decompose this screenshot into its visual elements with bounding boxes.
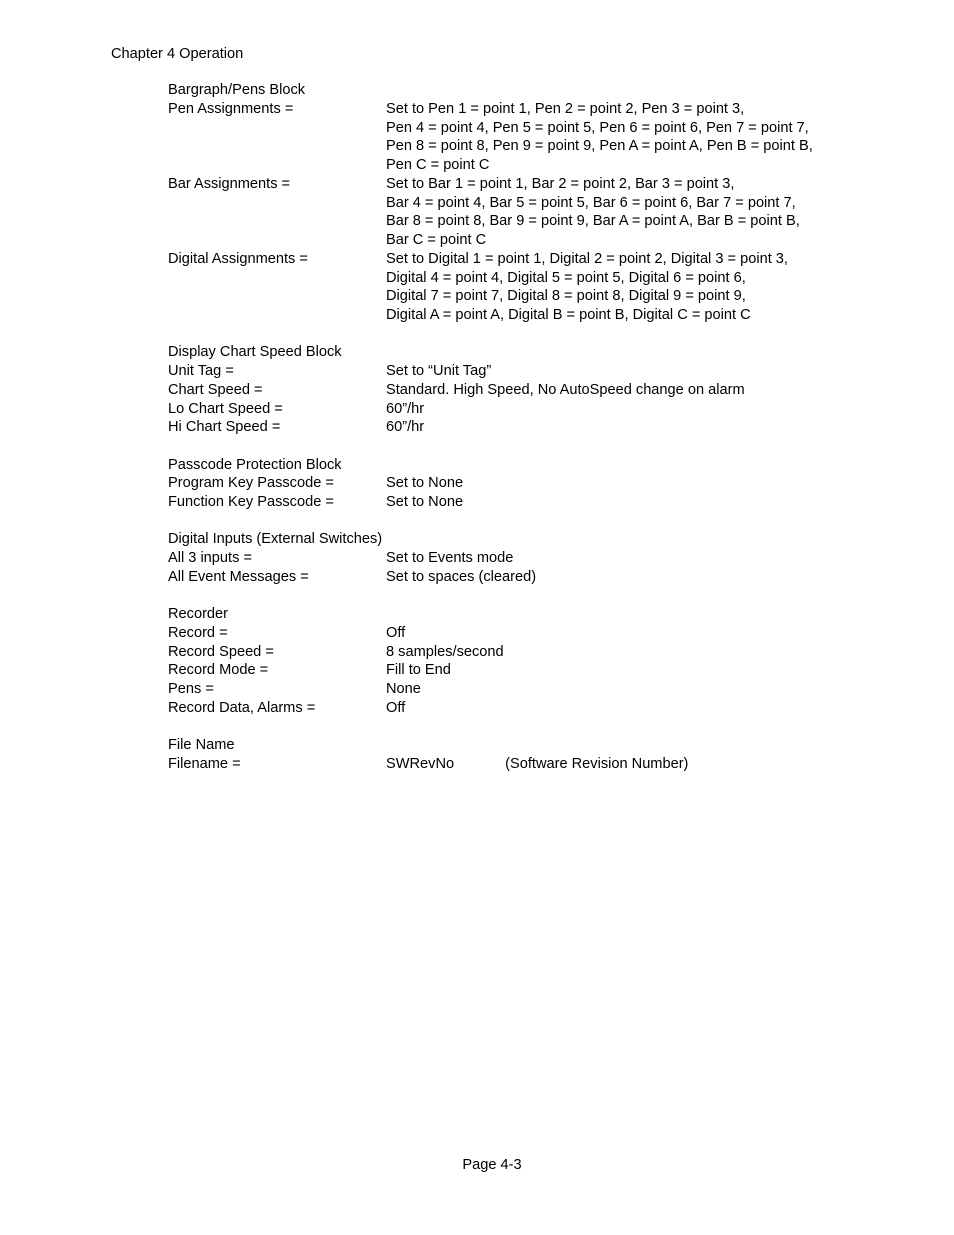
setting-value-line: Fill to End	[386, 662, 451, 679]
setting-value	[386, 362, 868, 381]
setting-value-line: Set to Bar 1 = point 1, Bar 2 = point 2, Bar 3 = point 3,	[386, 175, 735, 192]
setting-label: Chart Speed =	[168, 381, 263, 398]
setting-value-line: Bar 8 = point 8, Bar 9 = point 9, Bar A = point A, Bar B = point B,	[386, 213, 800, 230]
block-title: Digital Inputs (External Switches)	[168, 531, 383, 548]
settings-block	[168, 343, 868, 437]
setting-value	[386, 568, 868, 587]
setting-row	[168, 381, 868, 400]
setting-value-line: Bar C = point C	[386, 232, 487, 248]
setting-row	[168, 493, 868, 512]
setting-value	[386, 100, 868, 175]
setting-row	[168, 400, 868, 419]
setting-row	[168, 549, 868, 568]
setting-row	[168, 624, 868, 643]
setting-row	[168, 250, 868, 325]
setting-value	[386, 400, 868, 419]
setting-label: Function Key Passcode =	[168, 494, 334, 510]
setting-value	[386, 175, 868, 250]
setting-row	[168, 699, 868, 718]
setting-value	[386, 250, 868, 325]
block-title: Recorder	[168, 606, 229, 622]
setting-value-line: Set to None	[386, 494, 464, 510]
file-name-block	[168, 736, 868, 774]
setting-value-line: Set to Digital 1 = point 1, Digital 2 = point 2, Digital 3 = point 3,	[386, 250, 788, 267]
setting-value	[386, 680, 868, 699]
setting-label: Digital Assignments =	[168, 250, 308, 267]
block-title-file-name: File Name	[168, 737, 235, 753]
setting-row	[168, 568, 868, 587]
settings-blocks	[168, 81, 868, 718]
setting-value	[386, 493, 868, 512]
settings-block	[168, 605, 868, 718]
setting-value-line: Pen C = point C	[386, 157, 490, 173]
setting-value	[386, 418, 868, 437]
setting-label: Record Data, Alarms =	[168, 699, 316, 716]
setting-label: Program Key Passcode =	[168, 475, 334, 492]
block-title: Passcode Protection Block	[168, 456, 342, 473]
setting-row	[168, 474, 868, 493]
setting-row	[168, 418, 868, 437]
setting-value-line: Digital 7 = point 7, Digital 8 = point 8, Digital 9 = point 9,	[386, 288, 746, 305]
setting-value-line: Set to spaces (cleared)	[386, 568, 537, 585]
setting-value-line: Pen 4 = point 4, Pen 5 = point 5, Pen 6 = point 6, Pen 7 = point 7,	[386, 119, 809, 136]
setting-label: Pens =	[168, 681, 214, 697]
setting-value	[386, 624, 868, 643]
filename-value: SWRevNo	[386, 755, 455, 772]
setting-value-line: Standard. High Speed, No AutoSpeed change on alarm	[386, 381, 745, 398]
page-number: Page 4-3	[462, 1157, 522, 1173]
settings-block	[168, 81, 868, 325]
setting-row	[168, 100, 868, 175]
setting-row	[168, 661, 868, 680]
setting-value-line: Digital 4 = point 4, Digital 5 = point 5, Digital 6 = point 6,	[386, 269, 746, 286]
setting-value-line: Off	[386, 699, 406, 716]
setting-label-filename: Filename =	[168, 755, 241, 772]
setting-label: Pen Assignments =	[168, 100, 294, 117]
setting-value-line: 8 samples/second	[386, 643, 504, 660]
setting-row	[168, 175, 868, 250]
setting-value-line: Bar 4 = point 4, Bar 5 = point 5, Bar 6 = point 6, Bar 7 = point 7,	[386, 194, 796, 211]
setting-value-line: Off	[386, 624, 406, 641]
setting-label: Hi Chart Speed =	[168, 419, 281, 436]
setting-label: Record =	[168, 624, 228, 641]
setting-value-line: Set to “Unit Tag”	[386, 363, 492, 379]
setting-value-line: Pen 8 = point 8, Pen 9 = point 9, Pen A = point A, Pen B = point B,	[386, 138, 813, 155]
setting-label: Lo Chart Speed =	[168, 400, 283, 417]
setting-row-filename	[168, 755, 868, 774]
block-title: Display Chart Speed Block	[168, 344, 342, 361]
setting-value	[386, 661, 868, 680]
setting-label: Record Speed =	[168, 643, 274, 660]
settings-document	[168, 81, 868, 792]
setting-label: Bar Assignments =	[168, 175, 291, 192]
setting-value-line: Set to None	[386, 475, 464, 492]
setting-value	[386, 474, 868, 493]
chapter-header: Chapter 4 Operation	[111, 46, 244, 62]
setting-value-line: 60”/hr	[386, 419, 425, 436]
filename-note: (Software Revision Number)	[505, 755, 689, 772]
setting-label: All 3 inputs =	[168, 550, 252, 566]
setting-value-line: 60”/hr	[386, 400, 425, 417]
setting-value-line: Digital A = point A, Digital B = point B, Digital C = point C	[386, 307, 751, 323]
setting-label: Record Mode =	[168, 662, 269, 679]
settings-block	[168, 530, 868, 586]
setting-value-line: None	[386, 681, 421, 697]
setting-value	[386, 549, 868, 568]
setting-row	[168, 362, 868, 381]
setting-value-line: Set to Events mode	[386, 550, 514, 566]
setting-value	[386, 699, 868, 718]
setting-row	[168, 680, 868, 699]
setting-value	[386, 643, 868, 662]
block-title: Bargraph/Pens Block	[168, 82, 306, 98]
setting-label: Unit Tag =	[168, 363, 234, 379]
setting-value	[386, 381, 868, 400]
settings-block	[168, 456, 868, 512]
setting-value-filename	[386, 755, 868, 774]
setting-label: All Event Messages =	[168, 568, 309, 585]
setting-value-line: Set to Pen 1 = point 1, Pen 2 = point 2, Pen 3 = point 3,	[386, 100, 745, 117]
setting-row	[168, 643, 868, 662]
